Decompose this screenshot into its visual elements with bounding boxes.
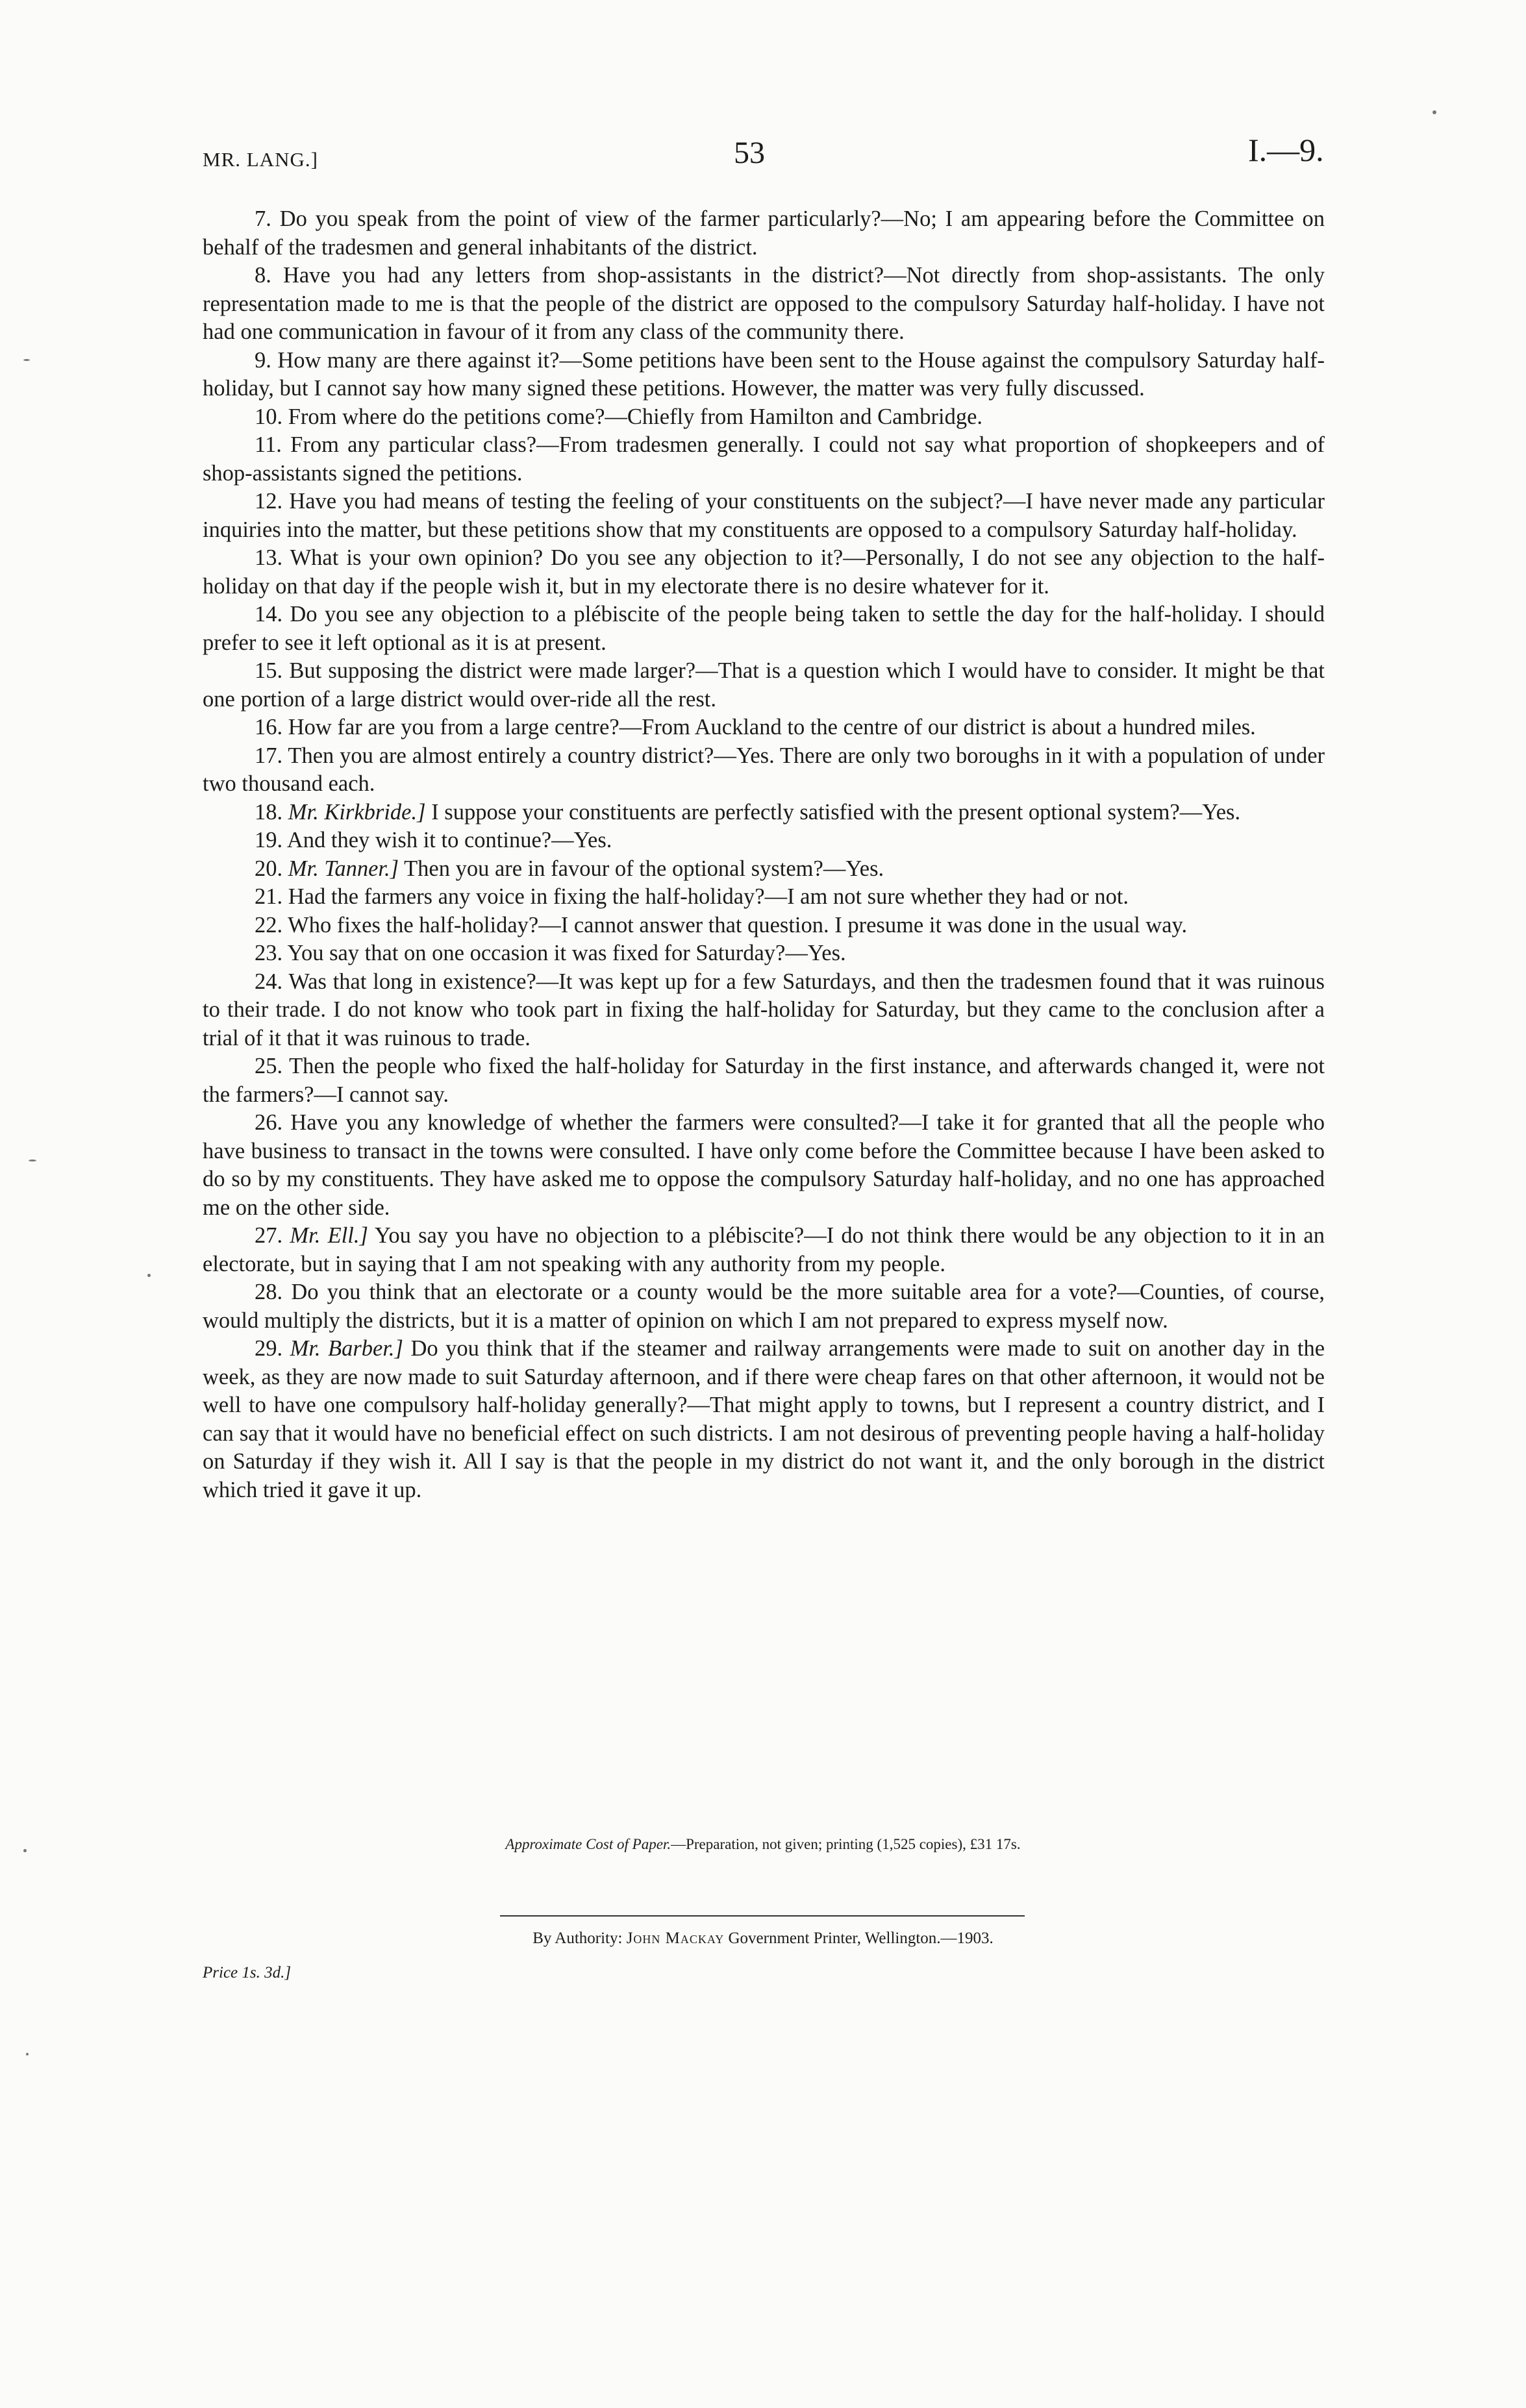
question-paragraph (203, 826, 1325, 855)
question-number: 9. (255, 347, 271, 373)
question-number: 15. (255, 658, 283, 683)
question-paragraph (203, 1335, 1325, 1504)
question-text: Then the people who fixed the half-holiday for Saturday in the first instance, and afterwards changed it, were not the farmers?—I cannot say. (203, 1054, 1325, 1107)
question-text: How far are you from a large centre?—From Auckland to the centre of our district is about a hundred miles. (288, 715, 1256, 739)
question-text: But supposing the district were made larger?—That is a question which I would have to consider. It might be that one portion of a large district would over-ride all the rest. (203, 658, 1325, 712)
question-paragraph (203, 912, 1325, 940)
question-text: Do you see any objection to a plébiscite of the people being taken to settle the day for the half-holiday. I should prefer to see it left optional as it is at present. (203, 602, 1325, 655)
question-paragraph (203, 1222, 1325, 1278)
question-text: Do you think that an electorate or a county would be the more suitable area for a vote?—Counties, of course, would multiply the districts, but it is a matter of opinion on which I am not prepared to express myself now. (203, 1280, 1325, 1333)
question-text: From where do the petitions come?—Chiefly from Hamilton and Cambridge. (288, 404, 983, 429)
question-number: 8. (255, 263, 271, 288)
evidence-body (203, 205, 1325, 1504)
question-paragraph (203, 939, 1325, 968)
question-text: Have you any knowledge of whether the farmers were consulted?—I take it for granted that all the people who have business to transact in the towns were consulted. I have only come before the Committee because I have been asked to do so by my constituents. They have asked me to oppose the compulsory Saturday half-holiday, and no one has approached me on the other side. (203, 1110, 1325, 1220)
question-paragraph (203, 262, 1325, 347)
scan-speck (147, 1274, 151, 1277)
question-paragraph (203, 883, 1325, 912)
question-number: 17. (255, 743, 283, 768)
question-text: Was that long in existence?—It was kept up for a few Saturdays, and then the tradesmen found that it was ruinous to their trade. I do not know who took part in fixing the half-holiday for Saturday, but they came to the conclusion after a trial of it that it was ruinous to trade. (203, 969, 1325, 1050)
question-text: Had the farmers any voice in fixing the half-holiday?—I am not sure whether they had or not. (288, 884, 1129, 909)
question-number: 25. (255, 1054, 283, 1078)
question-number: 27. (255, 1223, 283, 1248)
question-paragraph (203, 742, 1325, 799)
question-text: And they wish it to continue?—Yes. (286, 828, 612, 852)
question-number: 7. (255, 206, 271, 231)
question-paragraph (203, 544, 1325, 601)
question-paragraph (203, 855, 1325, 884)
question-text: Do you speak from the point of view of the farmer particularly?—No; I am appearing before the Committee on behalf of the tradesmen and general inhabitants of the district. (203, 206, 1325, 260)
question-number: 11. (255, 432, 282, 457)
question-text: Have you had any letters from shop-assistants in the district?—Not directly from shop-assistants. The only representation made to me is that the people of the district are opposed to the compulsory Saturday half-holiday. I have not had one communication in favour of it from any class of the community there. (203, 263, 1325, 344)
question-paragraph (203, 968, 1325, 1053)
authority-line (0, 1930, 1526, 1948)
authority-rest: Government Printer, Wellington.—1903. (728, 1930, 994, 1947)
price-note: Price 1s. 3d.] (203, 1964, 292, 1981)
question-number: 20. (255, 856, 283, 881)
speaker-name: Mr. Tanner.] (288, 856, 399, 881)
authority-label: By Authority: (532, 1930, 623, 1947)
question-number: 22. (255, 912, 283, 937)
question-paragraph (203, 1278, 1325, 1335)
question-paragraph (203, 714, 1325, 742)
question-number: 18. (255, 799, 283, 825)
question-paragraph (203, 488, 1325, 544)
question-number: 12. (255, 489, 283, 514)
question-paragraph (203, 431, 1325, 488)
question-number: 24. (255, 969, 283, 994)
question-text: Who fixes the half-holiday?—I cannot answer that question. I presume it was done in the usual way. (288, 912, 1188, 937)
question-text: You say that on one occasion it was fixed for Saturday?—Yes. (287, 941, 846, 965)
question-number: 16. (255, 715, 283, 739)
question-paragraph (203, 1052, 1325, 1109)
printer-name: John Mackay (626, 1930, 725, 1947)
question-text: From any particular class?—From tradesmen generally. I could not say what proportion of shopkeepers and of shop-assistants signed the petitions. (203, 432, 1325, 486)
question-number: 19. (255, 828, 283, 852)
page-number: 53 (734, 136, 765, 170)
cost-note (0, 1836, 1526, 1853)
question-text: How many are there against it?—Some petitions have been sent to the House against the compulsory Saturday half-holiday, but I cannot say how many signed these petitions. However, the matter was very fully discussed. (203, 347, 1325, 401)
speaker-name: Mr. Kirkbride.] (288, 799, 426, 825)
document-reference: I.—9. (1248, 132, 1324, 168)
question-number: 26. (255, 1110, 283, 1135)
question-text: Then you are in favour of the optional system?—Yes. (404, 856, 884, 881)
question-number: 23. (255, 941, 283, 965)
question-paragraph (203, 205, 1325, 262)
scan-speck (29, 1160, 36, 1161)
cost-text: —Preparation, not given; printing (1,525 copies), £31 17s. (671, 1836, 1021, 1852)
question-paragraph (203, 403, 1325, 432)
question-paragraph (203, 347, 1325, 403)
question-number: 14. (255, 602, 283, 627)
question-paragraph (203, 799, 1325, 827)
question-number: 21. (255, 884, 283, 909)
question-paragraph (203, 657, 1325, 714)
question-number: 28. (255, 1280, 283, 1304)
question-text: What is your own opinion? Do you see any objection to it?—Personally, I do not see any objection to the half-holiday on that day if the people wish it, but in my electorate there is no desire whatever for it. (203, 545, 1325, 599)
question-number: 10. (255, 404, 283, 429)
question-text: You say you have no objection to a plébiscite?—I do not think there would be any objection to it in an electorate, but in saying that I am not speaking with any authority from my people. (203, 1223, 1325, 1276)
question-text: Do you think that if the steamer and railway arrangements were made to suit on another day in the week, as they are now made to suit Saturday afternoon, and if there were cheap fares on that other afternoon, it would not be well to have one compulsory half-holiday generally?—That might apply to towns, but I represent a country district, and I can say that it would have no beneficial effect on such districts. I am not desirous of preventing people having a half-holiday on Saturday if they wish it. All I say is that the people in my district do not want it, and the only borough in the district which tried it gave it up. (203, 1336, 1325, 1502)
speaker-name: Mr. Ell.] (290, 1223, 368, 1248)
scan-speck (23, 1849, 27, 1852)
question-text: I suppose your constituents are perfectly satisfied with the present optional system?—Yes. (431, 799, 1241, 825)
question-text: Have you had means of testing the feeling of your constituents on the subject?—I have never made any particular inquiries into the matter, but these petitions show that my constituents are opposed to a compulsory Saturday half-holiday. (203, 489, 1325, 542)
question-number: 29. (255, 1336, 283, 1361)
witness-name: MR. LANG.] (203, 148, 318, 171)
question-text: Then you are almost entirely a country district?—Yes. There are only two boroughs in it with a population of under two thousand each. (203, 743, 1325, 796)
scan-speck (1432, 110, 1436, 114)
scan-speck (26, 2053, 29, 2055)
cost-label: Approximate Cost of Paper. (505, 1836, 671, 1852)
scan-speck (23, 359, 30, 361)
speaker-name: Mr. Barber.] (290, 1336, 403, 1361)
question-paragraph (203, 1109, 1325, 1222)
footer-rule (500, 1915, 1025, 1917)
question-number: 13. (255, 545, 283, 570)
question-paragraph (203, 601, 1325, 657)
page-header (0, 130, 1526, 188)
